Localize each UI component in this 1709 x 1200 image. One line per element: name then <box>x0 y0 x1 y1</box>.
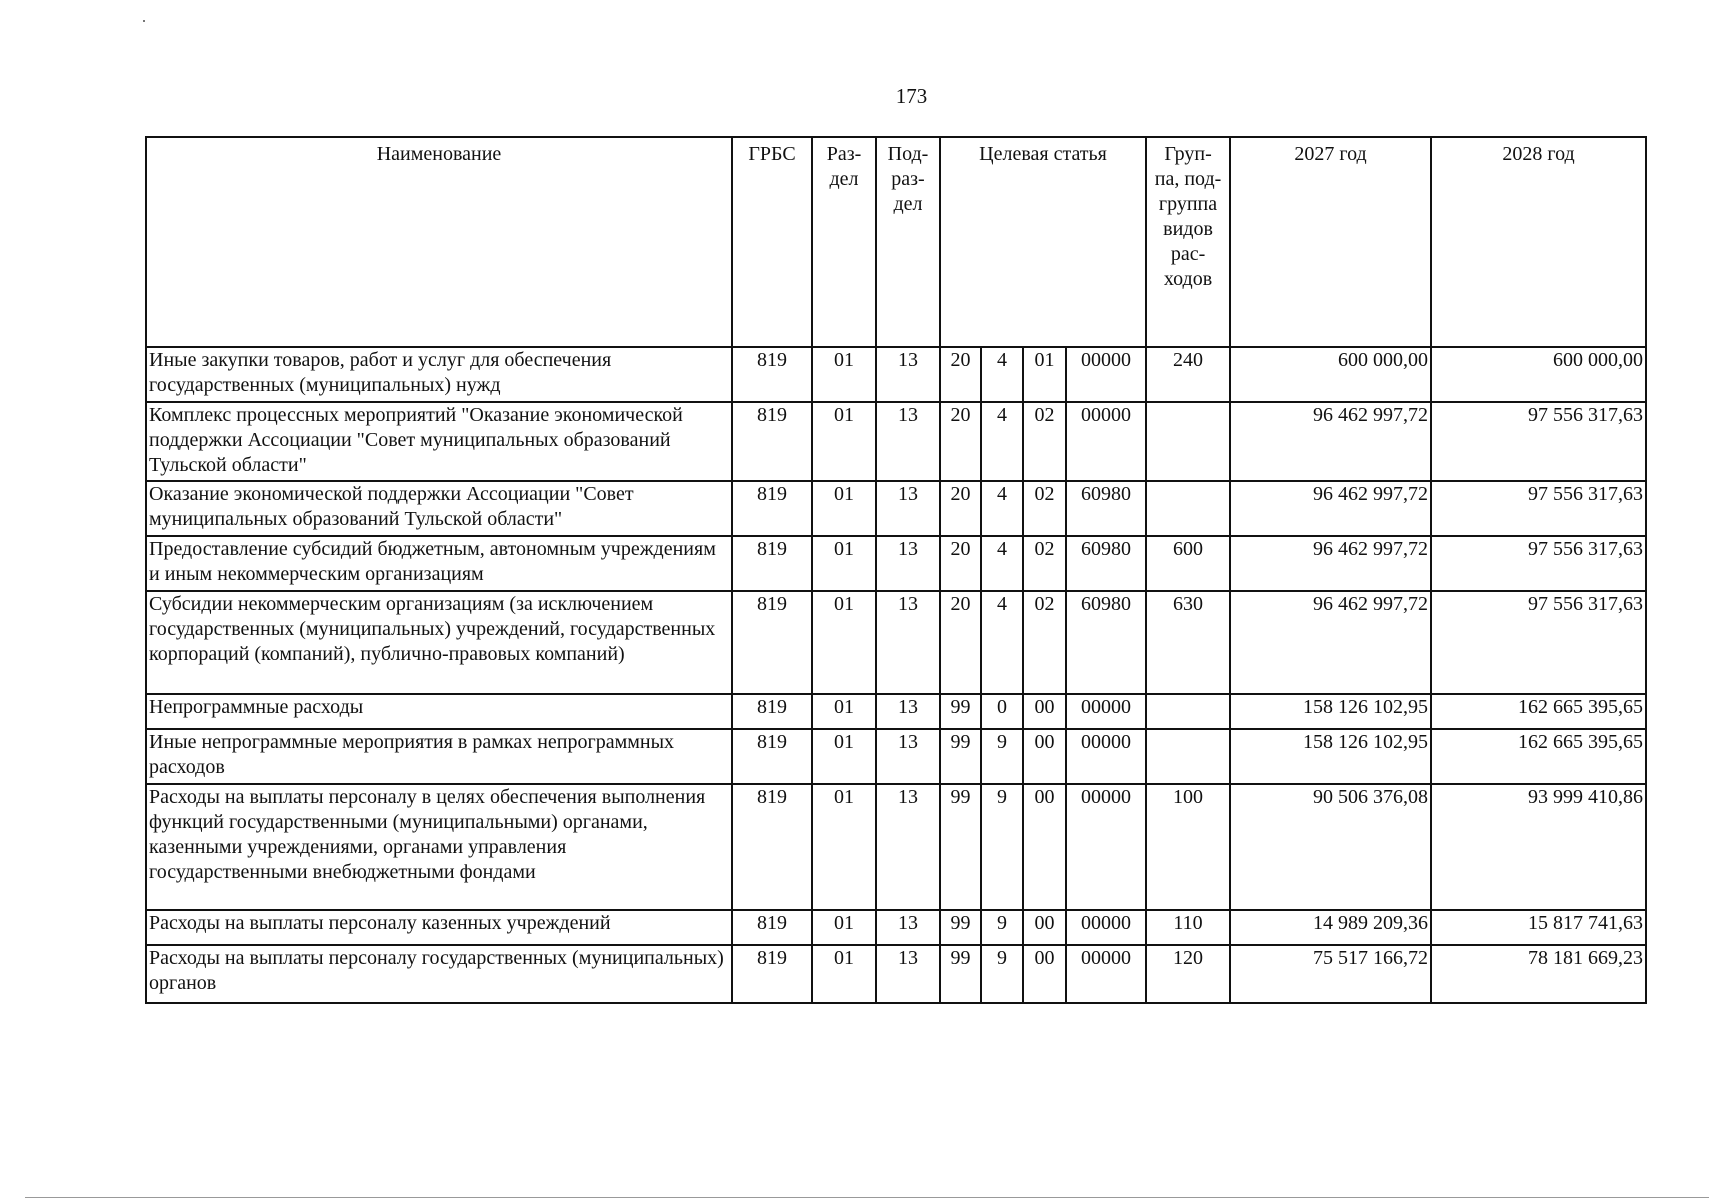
header-expense-group: Груп- па, под- группа видов рас- ходов <box>1146 137 1230 347</box>
cell-razdel: 01 <box>812 402 876 481</box>
cell-expense-group: 120 <box>1146 945 1230 1003</box>
cell-target-structure: 00 <box>1023 945 1066 1003</box>
cell-name: Расходы на выплаты персоналу казенных учреждений <box>146 910 732 945</box>
cell-grbs: 819 <box>732 591 812 694</box>
cell-target-type: 4 <box>981 536 1023 591</box>
cell-target-structure: 02 <box>1023 402 1066 481</box>
cell-target-type: 0 <box>981 694 1023 729</box>
cell-target-direction: 60980 <box>1066 536 1146 591</box>
cell-razdel: 01 <box>812 536 876 591</box>
cell-amount-2027: 96 462 997,72 <box>1230 481 1431 536</box>
cell-amount-2027: 90 506 376,08 <box>1230 784 1431 910</box>
cell-target-program: 20 <box>940 536 981 591</box>
cell-razdel: 01 <box>812 481 876 536</box>
cell-target-structure: 02 <box>1023 591 1066 694</box>
cell-target-structure: 00 <box>1023 729 1066 784</box>
cell-target-direction: 00000 <box>1066 729 1146 784</box>
cell-grbs: 819 <box>732 729 812 784</box>
cell-target-structure: 02 <box>1023 481 1066 536</box>
cell-target-structure: 00 <box>1023 694 1066 729</box>
cell-razdel: 01 <box>812 347 876 402</box>
cell-razdel: 01 <box>812 694 876 729</box>
cell-amount-2027: 600 000,00 <box>1230 347 1431 402</box>
cell-expense-group <box>1146 402 1230 481</box>
table-row <box>146 694 1646 729</box>
table-header-row <box>146 137 1646 347</box>
scan-speck <box>143 20 145 22</box>
cell-target-structure: 00 <box>1023 784 1066 910</box>
cell-amount-2027: 96 462 997,72 <box>1230 591 1431 694</box>
cell-grbs: 819 <box>732 910 812 945</box>
cell-amount-2028: 162 665 395,65 <box>1431 694 1646 729</box>
cell-target-type: 9 <box>981 910 1023 945</box>
cell-expense-group <box>1146 729 1230 784</box>
cell-podrazdel: 13 <box>876 591 940 694</box>
cell-target-program: 99 <box>940 945 981 1003</box>
table-body <box>146 347 1646 1003</box>
table-row <box>146 945 1646 1003</box>
cell-target-direction: 00000 <box>1066 784 1146 910</box>
cell-amount-2027: 158 126 102,95 <box>1230 694 1431 729</box>
cell-amount-2027: 75 517 166,72 <box>1230 945 1431 1003</box>
cell-amount-2027: 14 989 209,36 <box>1230 910 1431 945</box>
cell-target-direction: 00000 <box>1066 347 1146 402</box>
cell-name: Иные закупки товаров, работ и услуг для обеспечения государственных (муниципальных) нужд <box>146 347 732 402</box>
cell-target-type: 9 <box>981 784 1023 910</box>
cell-grbs: 819 <box>732 694 812 729</box>
table-row <box>146 591 1646 694</box>
cell-grbs: 819 <box>732 481 812 536</box>
table-row <box>146 784 1646 910</box>
header-grbs: ГРБС <box>732 137 812 347</box>
cell-expense-group: 600 <box>1146 536 1230 591</box>
cell-podrazdel: 13 <box>876 729 940 784</box>
cell-expense-group <box>1146 694 1230 729</box>
cell-podrazdel: 13 <box>876 694 940 729</box>
cell-expense-group <box>1146 481 1230 536</box>
cell-target-program: 99 <box>940 784 981 910</box>
table-row <box>146 910 1646 945</box>
table-row <box>146 402 1646 481</box>
cell-amount-2028: 162 665 395,65 <box>1431 729 1646 784</box>
header-name: Наименование <box>146 137 732 347</box>
cell-amount-2028: 97 556 317,63 <box>1431 591 1646 694</box>
budget-table <box>145 136 1647 1004</box>
cell-grbs: 819 <box>732 536 812 591</box>
header-razdel: Раз- дел <box>812 137 876 347</box>
cell-podrazdel: 13 <box>876 347 940 402</box>
cell-grbs: 819 <box>732 347 812 402</box>
cell-name: Предоставление субсидий бюджетным, автономным учреждениям и иным некоммерческим организациям <box>146 536 732 591</box>
header-target-article: Целевая статья <box>940 137 1146 347</box>
cell-target-direction: 00000 <box>1066 402 1146 481</box>
table-row <box>146 481 1646 536</box>
cell-amount-2028: 15 817 741,63 <box>1431 910 1646 945</box>
cell-name: Непрограммные расходы <box>146 694 732 729</box>
table-row <box>146 347 1646 402</box>
cell-amount-2028: 600 000,00 <box>1431 347 1646 402</box>
cell-target-structure: 00 <box>1023 910 1066 945</box>
cell-target-program: 20 <box>940 347 981 402</box>
cell-target-direction: 60980 <box>1066 591 1146 694</box>
cell-razdel: 01 <box>812 945 876 1003</box>
cell-amount-2028: 97 556 317,63 <box>1431 402 1646 481</box>
cell-amount-2028: 78 181 669,23 <box>1431 945 1646 1003</box>
cell-amount-2028: 97 556 317,63 <box>1431 536 1646 591</box>
cell-target-program: 99 <box>940 910 981 945</box>
table-row <box>146 729 1646 784</box>
cell-name: Расходы на выплаты персоналу в целях обеспечения выполнения функций государственными (муниципальными) органами, казенными учреждениями, органами управления государственными внебюджетными фондами <box>146 784 732 910</box>
cell-name: Расходы на выплаты персоналу государственных (муниципальных) органов <box>146 945 732 1003</box>
page-number: 173 <box>895 84 928 108</box>
cell-podrazdel: 13 <box>876 945 940 1003</box>
cell-razdel: 01 <box>812 784 876 910</box>
cell-target-direction: 00000 <box>1066 945 1146 1003</box>
cell-target-type: 4 <box>981 402 1023 481</box>
cell-name: Иные непрограммные мероприятия в рамках непрограммных расходов <box>146 729 732 784</box>
cell-target-type: 9 <box>981 729 1023 784</box>
cell-target-type: 4 <box>981 591 1023 694</box>
cell-expense-group: 100 <box>1146 784 1230 910</box>
header-year-2027: 2027 год <box>1230 137 1431 347</box>
cell-name: Субсидии некоммерческим организациям (за исключением государственных (муниципальных) учреждений, государственных корпораций (компаний), публично-правовых компаний) <box>146 591 732 694</box>
header-podrazdel: Под- раз- дел <box>876 137 940 347</box>
cell-podrazdel: 13 <box>876 536 940 591</box>
cell-target-program: 20 <box>940 481 981 536</box>
cell-amount-2028: 93 999 410,86 <box>1431 784 1646 910</box>
cell-name: Комплекс процессных мероприятий "Оказание экономической поддержки Ассоциации "Совет муниципальных образований Тульской области" <box>146 402 732 481</box>
cell-target-program: 99 <box>940 694 981 729</box>
header-year-2028: 2028 год <box>1431 137 1646 347</box>
cell-grbs: 819 <box>732 945 812 1003</box>
cell-amount-2027: 96 462 997,72 <box>1230 536 1431 591</box>
cell-expense-group: 110 <box>1146 910 1230 945</box>
cell-target-program: 20 <box>940 402 981 481</box>
cell-target-type: 4 <box>981 347 1023 402</box>
cell-podrazdel: 13 <box>876 481 940 536</box>
cell-target-program: 20 <box>940 591 981 694</box>
cell-expense-group: 630 <box>1146 591 1230 694</box>
cell-razdel: 01 <box>812 910 876 945</box>
cell-amount-2028: 97 556 317,63 <box>1431 481 1646 536</box>
cell-target-type: 9 <box>981 945 1023 1003</box>
cell-target-structure: 01 <box>1023 347 1066 402</box>
cell-podrazdel: 13 <box>876 784 940 910</box>
cell-razdel: 01 <box>812 729 876 784</box>
cell-target-structure: 02 <box>1023 536 1066 591</box>
cell-target-type: 4 <box>981 481 1023 536</box>
cell-target-direction: 00000 <box>1066 694 1146 729</box>
cell-amount-2027: 96 462 997,72 <box>1230 402 1431 481</box>
cell-name: Оказание экономической поддержки Ассоциации "Совет муниципальных образований Тульской области" <box>146 481 732 536</box>
cell-target-direction: 00000 <box>1066 910 1146 945</box>
cell-target-program: 99 <box>940 729 981 784</box>
table-row <box>146 536 1646 591</box>
cell-grbs: 819 <box>732 402 812 481</box>
cell-podrazdel: 13 <box>876 402 940 481</box>
cell-razdel: 01 <box>812 591 876 694</box>
cell-target-direction: 60980 <box>1066 481 1146 536</box>
cell-expense-group: 240 <box>1146 347 1230 402</box>
scan-bottom-edge <box>25 1197 1709 1198</box>
cell-podrazdel: 13 <box>876 910 940 945</box>
cell-grbs: 819 <box>732 784 812 910</box>
cell-amount-2027: 158 126 102,95 <box>1230 729 1431 784</box>
